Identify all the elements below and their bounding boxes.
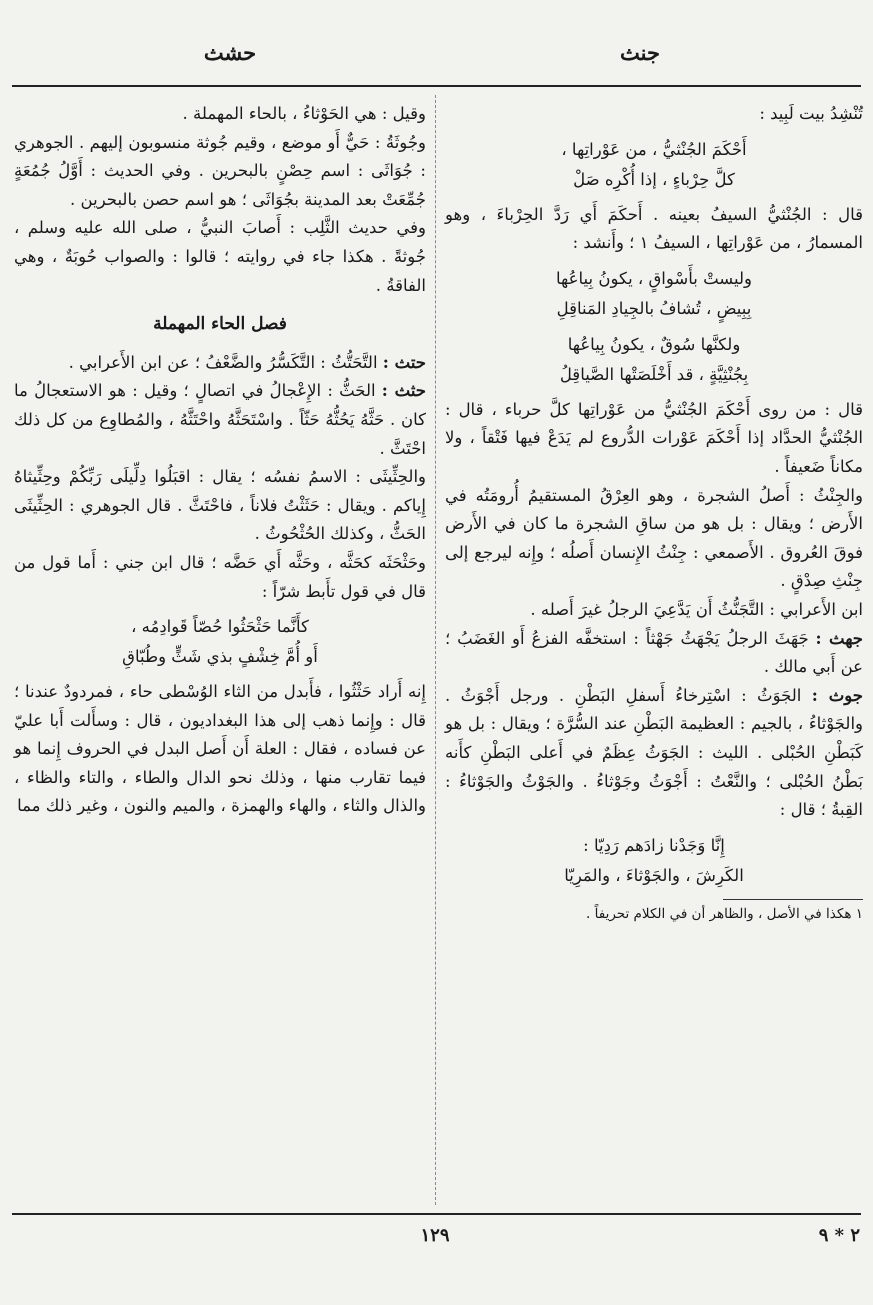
verse	[445, 264, 863, 324]
verse-line: وليستْ بأَسْواقٍ ، يكونُ بِياعُها	[556, 268, 752, 288]
verse-line: بِجُنْثِيَّةٍ ، قد أَخْلَصَتْها الصَّياقِلُ	[559, 364, 749, 384]
column-divider	[435, 95, 436, 1205]
section-heading: فصل الحاء المهملة	[153, 314, 287, 335]
paragraph: وقيل : هي الحَوْثاءُ ، بالحاء المهملة .	[182, 104, 426, 123]
footnote: ١ هكذا في الأصل ، والظاهر أن في الكلام تحريفاً .	[586, 905, 863, 922]
paragraph: قال : من روى أَحْكَمَ الجُنْثيُّ من عَوْراتِها كلَّ حرباء ، قال : الجُنْثيُّ الحدَّاد إذا أَحْكَمَ عَوْرات الدُّروع لم يَدَعْ فيها فَتْقاً ، ولا مكاناً ضَعيفاً .	[445, 399, 863, 476]
paragraph: وجُوثَةُ : حَيٌّ أَو موضع ، وقيم جُوثة منسوبون إليهم . الجوهري : جُوَاثَى : اسم حِصْنٍ بالبحرين . وفي الحديث : أَوَّلُ جُمُعَةٍ جُمِّعَتْ بعد المدينة بجُوَاثَى ؛ هو اسم حصن بالبحرين .	[14, 132, 426, 209]
right-running-header: جنث	[620, 40, 660, 65]
headword: حتث :	[382, 352, 426, 372]
paragraph: والحِثِّيثَى : الاسمُ نفسُه ؛ يقال : اقبَلُوا دِلِّيلَى رَبِّكُمْ وحِثِّيثاهُ إِياكم . ويقال : حَثَثْتُ فلاناً ، فاحْتَثَّ . قال الجوهري : الحِثِّيثَى الحَثُّ ، وكذلك الحُثْحُوثُ .	[14, 467, 426, 544]
left-column	[14, 100, 426, 821]
verse-line: أَحْكَمَ الجُنْثيُّ ، من عَوْراتِها ،	[561, 139, 747, 159]
paragraph: والجِنْثُ : أَصلُ الشجرة ، وهو العِرْقُ المستقيمُ أُرومَتُه في الأَرض ؛ ويقال : بل هو من ساقِ الشجرة ما كان في الأَرض فوقَ العُروق . الأَصمعي : جِنْثُ الإِنسان أَصلُه ؛ وإِنه ليرجع إلى جِنْثِ صِدْقٍ .	[445, 485, 863, 591]
entry-jawath	[445, 682, 863, 825]
footnote-rule	[723, 899, 863, 900]
paragraph: وحَثْحَثَه كحَثَّه ، وحَثَّه أَي حَضَّه ؛ قال ابن جني : أَما قول من قال في قول تأَبط شرّاً :	[14, 552, 426, 601]
verse	[445, 831, 863, 891]
verse-line: كأَنَّما حَثْحَثُوا حُصّاً قَوادِمُه ،	[131, 617, 309, 637]
left-running-header: حشث	[203, 40, 257, 65]
verse-line: الكَرِشَ ، والجَوْثاءَ ، والمَرِيّا	[564, 865, 744, 885]
verse-line: بِبِيضٍ ، تُشافُ بالجِيادِ المَناقِلِ	[556, 298, 752, 318]
verse-line: إِنَّا وَجَدْنا زادَهم رَدِيّا :	[583, 835, 725, 855]
headword: جوث :	[811, 685, 864, 705]
paragraph: وفي حديث الثَّلِب : أَصابَ النبيُّ ، صلى الله عليه وسلم ، جُوثةً . هكذا جاء في روايته ؛ قالوا : والصواب حُوبَةٌ ، وهي الفاقةُ .	[14, 218, 426, 295]
entry-text: الحَثُّ : الإِعْجالُ في اتصالٍ ؛ وقيل : هو الاستعجالُ ما كان . حَثَّهُ يَحُثُّهُ حَثّاً . واسْتَحَثَّهُ واحْتَثَّهُ ، والمُطاوِع من كل ذلك احْتَثَّ .	[14, 381, 426, 458]
verse-line: أَو أُمَّ خِشْفٍ بذي شَثٍّ وطُبّاقِ	[122, 647, 318, 667]
headword: حثث :	[381, 381, 426, 401]
page-number: ١٢٩	[420, 1225, 450, 1246]
verse	[445, 135, 863, 195]
verse	[445, 330, 863, 390]
verse	[14, 612, 426, 672]
bottom-rule	[12, 1213, 861, 1215]
top-rule	[12, 85, 861, 87]
paragraph: قال : الجُنْثيُّ السيفُ بعينه . أَحكَمَ أَي رَدَّ الحِرْباءَ ، وهو المسمارُ ، من عَوْراتِها ، السيفُ ١ ؛ وأَنشد :	[445, 204, 863, 253]
verse-line: ولكنَّها سُوقٌ ، يكونُ بِياعُها	[567, 334, 741, 354]
paragraph: تُنْشِدُ بيت لَبِيد :	[759, 104, 863, 123]
right-column	[445, 100, 863, 924]
paragraph: إِنه أَراد حَثْثُوا ، فأَبدل من الثاء الوُسْطى حاء ، فمردودٌ عندنا ؛ قال : وإِنما ذهب إلى هذا البغداديون ، قال : وسأَلت أَبا عليّ عن فساده ، فقال : العلة أَن أَصل البدل في الحروف إِنما هو فيما تقارب منها ، وذلك نحو الدال والطاء ، والتاء والظاء ، والذال والثاء ، والهاء والهمزة ، والميم والنون ، وغير ذلك مما	[14, 682, 426, 816]
signature-mark: ٢ * ٩	[818, 1225, 860, 1246]
entry-text: جَهَثَ الرجلُ يَجْهَثُ جَهْثاً : استخفَّه الفزعُ أَو الغَضَبُ ؛ عن أَبي مالك .	[445, 628, 863, 677]
paragraph: ابن الأَعرابي : التَّجَنُّثُ أَن يَدَّعِيَ الرجلُ غيرَ أَصله .	[530, 599, 863, 619]
entry-hathath	[14, 377, 426, 463]
entry-text: الجَوَثُ : اسْتِرخاءُ أَسفلِ البَطْنِ . ورجل أَجْوَثُ . والجَوْثاءُ ، بالجيم : العظيمة البَطْنِ عند السُّرَّة ؛ ويقال : بل هو كَبَطْنِ الحُبْلى . الليث : الجَوَثُ عِظَمٌ في أَعلى البَطْنِ كأَنه بَطْنُ الحُبْلى ؛ والنَّعْتُ : أَجْوَثُ وجَوْثاءُ . والجَوْثُ والجَوْثاءُ : القِبةُ ؛ قال :	[445, 685, 863, 820]
entry-hatath	[14, 349, 426, 378]
verse-line: كلَّ حِرْباءٍ ، إذا أُكْرِه صَلْ	[573, 169, 735, 189]
entry-text: التَّحَتُّثُ : التَّكَسُّرُ والضَّعْفُ ؛ عن ابن الأَعرابي .	[68, 352, 378, 372]
headword: جهث :	[815, 628, 864, 648]
entry-jahath	[445, 625, 863, 682]
